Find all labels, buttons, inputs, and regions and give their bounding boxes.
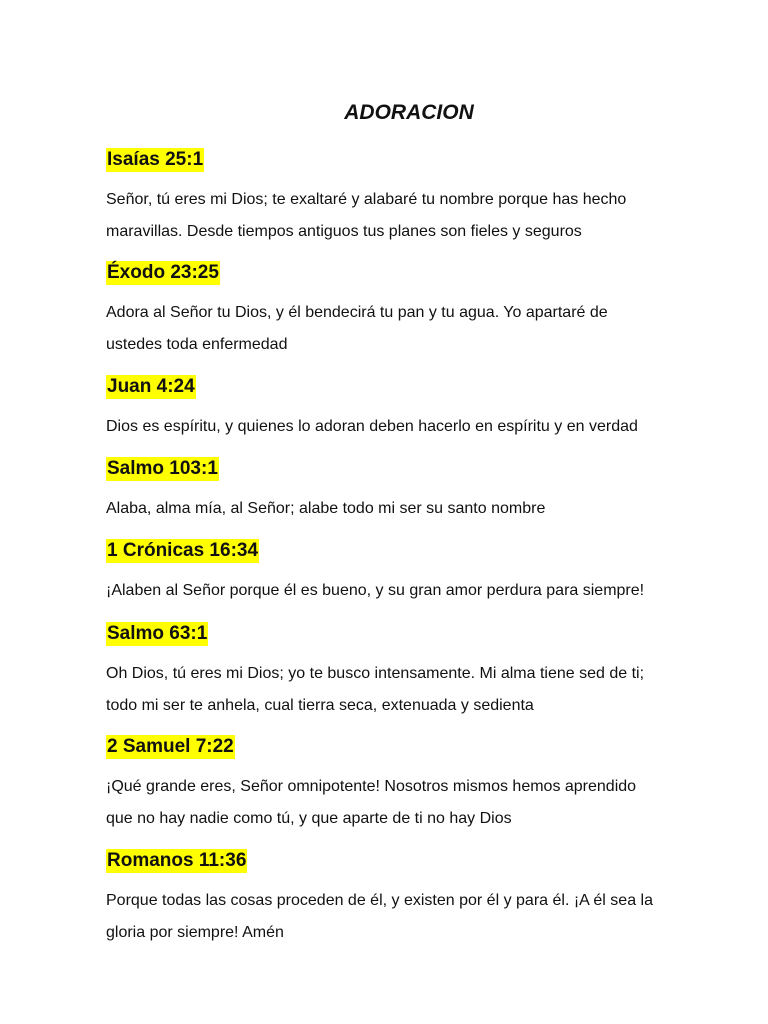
verse-reference: Éxodo 23:25 (107, 262, 219, 283)
verse-text-line: todo mi ser te anhela, cual tierra seca, extenuada y sedienta (106, 697, 534, 714)
verse-reference: Romanos 11:36 (107, 850, 247, 871)
verse-text-line: que no hay nadie como tú, y que aparte de ti no hay Dios (106, 810, 512, 827)
verse-reference: Juan 4:24 (107, 376, 195, 397)
verse-text-line: Señor, tú eres mi Dios; te exaltaré y alabaré tu nombre porque has hecho (106, 191, 627, 208)
verse-block (106, 849, 712, 949)
verse-text-line: ustedes toda enfermedad (106, 336, 288, 353)
verse-block (106, 261, 712, 361)
verse-reference: Salmo 103:1 (107, 458, 218, 479)
verse-text-line: Dios es espíritu, y quienes lo adoran deben hacerlo en espíritu y en verdad (106, 418, 638, 435)
verse-reference: Salmo 63:1 (107, 623, 208, 644)
verse-block (106, 375, 712, 443)
verse-text-line: Alaba, alma mía, al Señor; alabe todo mi ser su santo nombre (106, 500, 546, 517)
verse-block (106, 735, 712, 835)
verse-text-line: Porque todas las cosas proceden de él, y existen por él y para él. ¡A él sea la (106, 892, 653, 909)
verse-text-line: Adora al Señor tu Dios, y él bendecirá tu pan y tu agua. Yo apartaré de (106, 304, 608, 321)
verse-text-line: gloria por siempre! Amén (106, 924, 284, 941)
verse-block (106, 622, 712, 722)
verse-reference: 2 Samuel 7:22 (107, 736, 234, 757)
verse-text-line: Oh Dios, tú eres mi Dios; yo te busco intensamente. Mi alma tiene sed de ti; (106, 665, 645, 682)
verse-text-line: ¡Qué grande eres, Señor omnipotente! Nosotros mismos hemos aprendido (106, 778, 637, 795)
verse-text-line: ¡Alaben al Señor porque él es bueno, y su gran amor perdura para siempre! (106, 582, 645, 599)
verse-block (106, 457, 712, 525)
verse-block (106, 539, 712, 607)
verse-text-line: maravillas. Desde tiempos antiguos tus planes son fieles y seguros (106, 223, 582, 240)
verse-block (106, 148, 712, 248)
document-title: ADORACION (344, 101, 474, 124)
verse-reference: Isaías 25:1 (107, 149, 204, 170)
verse-reference: 1 Crónicas 16:34 (107, 540, 259, 561)
